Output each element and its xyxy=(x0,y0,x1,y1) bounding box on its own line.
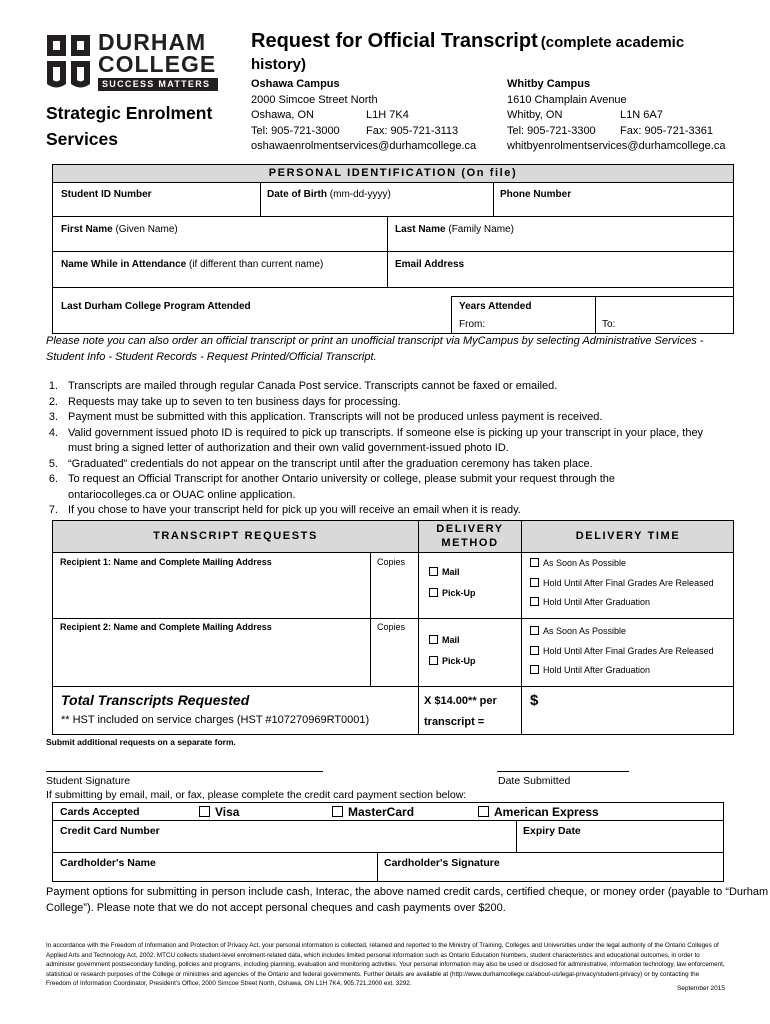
terms-item-text: must bring a signed letter of authorization and their own valid government-issued photo ID. xyxy=(68,442,509,454)
additional-requests-note: Submit additional requests on a separate form. xyxy=(46,737,236,747)
first-name-label: First Name xyxy=(61,224,113,235)
delivery-method-heading xyxy=(419,522,521,550)
terms-item xyxy=(45,503,735,519)
hold-graduation-label: Hold Until After Graduation xyxy=(543,665,651,675)
price-line1: X $14.00** per xyxy=(424,695,497,707)
terms-item xyxy=(45,395,735,411)
hst-note: ** HST included on service charges (HST #107270969RT0001) xyxy=(61,714,370,726)
terms-item-text: If you chose to have your transcript held for pick up you will receive an email when it is ready. xyxy=(68,504,521,516)
program-field[interactable]: Last Durham College Program Attended xyxy=(61,301,251,312)
checkbox-icon[interactable] xyxy=(429,635,438,644)
cardholder-signature-field[interactable]: Cardholder's Signature xyxy=(384,857,500,869)
hold-grades-label: Hold Until After Final Grades Are Released xyxy=(543,646,714,656)
cardholder-name-field[interactable]: Cardholder's Name xyxy=(60,857,156,869)
attendance-name-hint: (if different than current name) xyxy=(189,259,324,270)
college-logo xyxy=(46,29,218,94)
terms-item-number: 4. xyxy=(48,426,58,439)
terms-item-number: 5. xyxy=(48,457,58,470)
terms-list xyxy=(45,379,735,519)
checkbox-icon[interactable] xyxy=(429,656,438,665)
last-name-hint: (Family Name) xyxy=(448,224,514,235)
student-signature-label[interactable]: Student Signature xyxy=(46,775,131,787)
credit-card-number-field[interactable]: Credit Card Number xyxy=(60,825,160,837)
cc-instruction: If submitting by email, mail, or fax, please complete the credit card payment section below: xyxy=(46,789,467,801)
logo-line2: COLLEGE xyxy=(98,51,217,77)
checkbox-icon[interactable] xyxy=(429,567,438,576)
whitby-tel: Tel: 905-721-3300 xyxy=(507,124,596,137)
dob-field[interactable] xyxy=(267,189,391,200)
terms-item-text: ontariocolleges.ca or OUAC online application. xyxy=(68,488,296,501)
mail-label: Mail xyxy=(442,567,460,577)
recipient-1-copies[interactable]: Copies xyxy=(377,557,406,567)
whitby-email[interactable]: whitbyenrolmentservices@durhamcollege.ca xyxy=(507,140,726,152)
recipient-2-field[interactable]: Recipient 2: Name and Complete Mailing Address xyxy=(60,622,272,632)
checkbox-icon[interactable] xyxy=(332,806,343,817)
department-line2: Services xyxy=(46,129,119,149)
recipient-2-asap-option[interactable] xyxy=(530,626,626,636)
attendance-name-label: Name While in Attendance xyxy=(61,259,187,270)
recipient-1-hold-graduation-option[interactable] xyxy=(530,597,650,607)
checkbox-icon[interactable] xyxy=(530,597,539,606)
oshawa-city: Oshawa, ON xyxy=(251,109,314,121)
mycampus-note-line1: Please note you can also order an official transcript or print an unofficial transcript via MyCampus by selecting Administrative Services - xyxy=(46,335,704,347)
date-submitted-label[interactable]: Date Submitted xyxy=(498,775,571,787)
terms-item xyxy=(45,457,735,473)
recipient-1-pickup-option[interactable] xyxy=(429,588,476,598)
checkbox-icon[interactable] xyxy=(530,626,539,635)
whitby-fax: Fax: 905-721-3361 xyxy=(620,124,713,137)
privacy-line: Applied Arts and Technology Act, 2002. MTCU collects student-level enrolment-related data, which includes limited personal information such as Ontario Education Numbers, student characteristics and educational outcomes, in order to xyxy=(46,951,700,959)
price-per-transcript xyxy=(424,691,497,733)
terms-item xyxy=(45,379,735,395)
checkbox-icon[interactable] xyxy=(429,588,438,597)
form-title xyxy=(251,30,751,53)
recipient-2-mail-option[interactable] xyxy=(429,635,460,645)
logo-tagline: SUCCESS MATTERS xyxy=(102,79,211,89)
oshawa-campus-block xyxy=(251,77,491,155)
checkbox-icon[interactable] xyxy=(530,578,539,587)
terms-item-number: 1. xyxy=(48,380,58,392)
checkbox-icon[interactable] xyxy=(530,558,539,567)
terms-item-text: Requests may take up to seven to ten business days for processing. xyxy=(68,395,401,408)
cards-accepted-label: Cards Accepted xyxy=(60,806,140,818)
checkbox-icon[interactable] xyxy=(199,806,210,817)
payment-options-line2: College”). Please note that we do not accept personal cheques and cash payments over $200. xyxy=(46,901,506,914)
recipient-2-copies[interactable]: Copies xyxy=(377,622,406,632)
oshawa-tel: Tel: 905-721-3000 xyxy=(251,124,340,137)
attendance-name-field[interactable] xyxy=(61,259,323,270)
whitby-street: 1610 Champlain Avenue xyxy=(507,93,627,106)
terms-item-number: 6. xyxy=(48,473,58,485)
phone-field[interactable]: Phone Number xyxy=(500,189,572,200)
pickup-label: Pick-Up xyxy=(442,588,476,598)
form-version: September 2015 xyxy=(676,985,725,992)
amex-label: American Express xyxy=(494,805,599,819)
privacy-line: administer government postsecondary funding, policies and programs, including planning, evaluation and monitoring activities. Your personal information may also be used or disclosed for administrative, information technology, law enforcement, xyxy=(46,961,725,968)
mycampus-note xyxy=(46,334,703,365)
checkbox-icon[interactable] xyxy=(478,806,489,817)
whitby-city: Whitby, ON xyxy=(507,109,563,121)
hold-grades-label: Hold Until After Final Grades Are Released xyxy=(543,578,714,588)
recipient-1-hold-grades-option[interactable] xyxy=(530,578,714,588)
college-logo-mark xyxy=(46,34,92,92)
terms-item-text: “Graduated” credentials do not appear on the transcript until after the graduation ceremony has taken place. xyxy=(68,457,593,470)
expiry-date-field[interactable]: Expiry Date xyxy=(523,825,581,837)
delivery-method-line1: DELIVERY xyxy=(436,523,504,535)
terms-item-number: 2. xyxy=(48,395,58,408)
whitby-campus-block xyxy=(507,77,747,155)
whitby-postal: L1N 6A7 xyxy=(620,109,663,121)
form-title-main: Request for Official Transcript xyxy=(251,30,538,52)
privacy-line: statistical or research purposes of the College or ministries and agencies of the Ontario and federal governments. Further details are available at (http://www.durhamcollege.ca/about-us/legal-privacy/student-privacy) or by contacting the xyxy=(46,970,700,978)
amex-option[interactable] xyxy=(478,805,599,819)
terms-item-text: Payment must be submitted with this application. Transcripts will not be produced unless payment is received. xyxy=(68,411,603,423)
privacy-line: In accordance with the Freedom of Information and Protection of Privacy Act, your personal information is collected, retained and reported to the Ministry of Training, Colleges and Universities under the legal authority of the Ontario Colleges of xyxy=(46,942,719,949)
form-title-sub-2: history) xyxy=(251,56,307,73)
privacy-line: Freedom of Information Coordinator, President’s Office, 2000 Simcoe Street North, Oshawa, ON L1H 7K4, 905.721.2000 ext. 3292. xyxy=(46,980,412,987)
years-from-field[interactable]: From: xyxy=(459,319,486,330)
department-name xyxy=(46,100,212,152)
personal-id-heading: PERSONAL IDENTIFICATION (On file) xyxy=(268,167,518,179)
delivery-method-line2: METHOD xyxy=(441,537,499,549)
department-line1: Strategic Enrolment xyxy=(46,103,213,123)
recipient-1-field[interactable]: Recipient 1: Name and Complete Mailing Address xyxy=(60,557,272,567)
terms-item-text: To request an Official Transcript for another Ontario university or college, please submit your request through the xyxy=(68,473,616,485)
mastercard-option[interactable] xyxy=(332,805,414,819)
recipient-2-hold-grades-option[interactable] xyxy=(530,646,714,656)
terms-item xyxy=(45,426,735,457)
whitby-campus-name: Whitby Campus xyxy=(507,78,591,90)
recipient-2-pickup-option[interactable] xyxy=(429,656,476,666)
dob-hint: (mm-dd-yyyy) xyxy=(329,189,391,200)
recipient-2-hold-graduation-option[interactable] xyxy=(530,665,650,675)
total-amount-field[interactable]: $ xyxy=(530,692,539,709)
hold-graduation-label: Hold Until After Graduation xyxy=(543,597,651,607)
oshawa-email[interactable]: oshawaenrolmentservices@durhamcollege.ca xyxy=(251,140,477,152)
payment-options-note xyxy=(46,885,768,916)
requests-heading: TRANSCRIPT REQUESTS xyxy=(153,530,318,542)
oshawa-fax: Fax: 905-721-3113 xyxy=(366,124,459,137)
terms-item-text: Valid government issued photo ID is required to pick up transcripts. If someone else is picking up your transcript in your place, they xyxy=(68,426,704,439)
oshawa-street: 2000 Simcoe Street North xyxy=(251,93,378,106)
terms-item-number: 3. xyxy=(48,411,58,423)
terms-item xyxy=(45,410,735,426)
payment-options-line1: Payment options for submitting in person include cash, Interac, the above named credit cards, certified cheque, or money order (payable to “Durham xyxy=(46,886,769,898)
delivery-time-heading: DELIVERY TIME xyxy=(575,530,681,542)
asap-label: As Soon As Possible xyxy=(543,626,627,636)
asap-label: As Soon As Possible xyxy=(543,558,627,568)
logo-line1: DURHAM xyxy=(98,29,207,55)
first-name-hint: (Given Name) xyxy=(115,224,178,235)
last-name-field[interactable] xyxy=(395,224,514,235)
email-field[interactable]: Email Address xyxy=(395,259,465,270)
terms-item-number: 7. xyxy=(48,504,58,516)
terms-item xyxy=(45,472,735,503)
mycampus-note-line2: Student Info - Student Records - Request Printed/Official Transcript. xyxy=(46,350,377,363)
student-id-field[interactable]: Student ID Number xyxy=(61,189,152,200)
pickup-label: Pick-Up xyxy=(442,656,476,666)
mail-label: Mail xyxy=(442,635,460,645)
years-to-field[interactable]: To: xyxy=(602,319,616,330)
recipient-1-mail-option[interactable] xyxy=(429,567,460,577)
privacy-statement xyxy=(46,941,736,989)
recipient-1-asap-option[interactable] xyxy=(530,558,626,568)
checkbox-icon[interactable] xyxy=(530,665,539,674)
visa-option[interactable] xyxy=(199,805,239,819)
last-name-label: Last Name xyxy=(395,224,446,235)
terms-item-text: Transcripts are mailed through regular Canada Post service. Transcripts cannot be faxed or emailed. xyxy=(68,380,558,392)
oshawa-postal: L1H 7K4 xyxy=(366,109,409,121)
price-line2: transcript = xyxy=(424,716,485,728)
checkbox-icon[interactable] xyxy=(530,646,539,655)
dob-label: Date of Birth xyxy=(267,189,327,200)
mastercard-label: MasterCard xyxy=(348,805,415,819)
total-transcripts-label: Total Transcripts Requested xyxy=(61,692,250,708)
form-title-sub-1: (complete academic xyxy=(540,34,685,51)
visa-label: Visa xyxy=(215,805,240,819)
oshawa-campus-name: Oshawa Campus xyxy=(251,78,340,90)
first-name-field[interactable] xyxy=(61,224,178,235)
years-attended-label: Years Attended xyxy=(459,301,532,312)
